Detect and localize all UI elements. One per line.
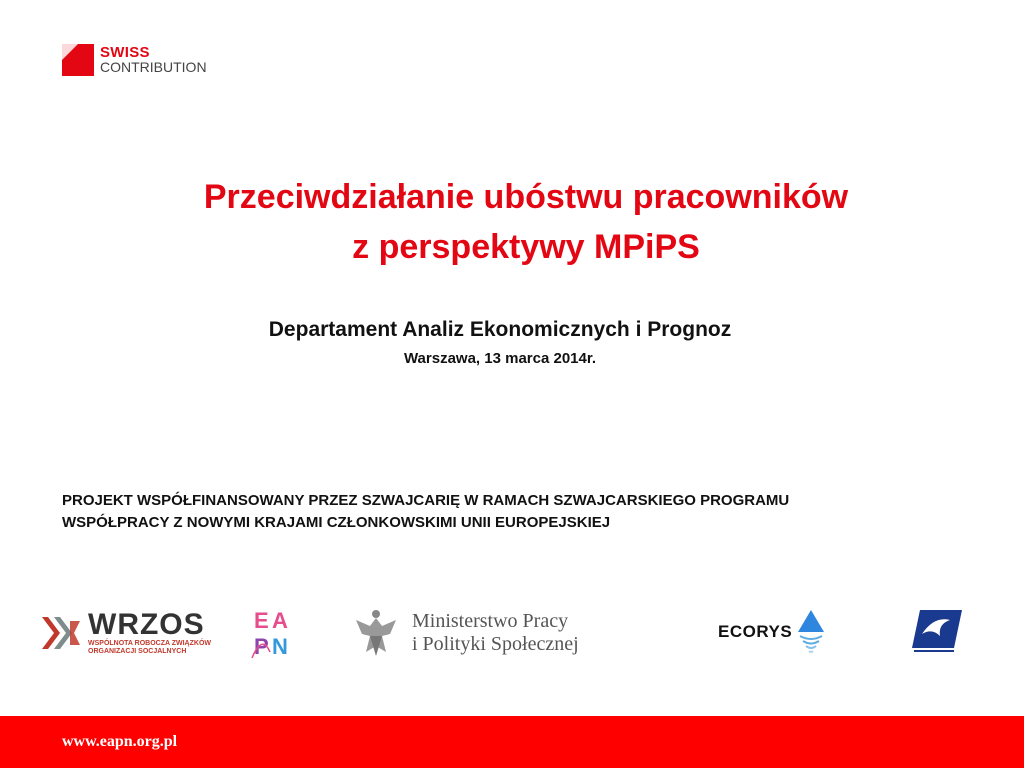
swiss-logo-line1: SWISS [100, 44, 150, 61]
bird-logo-icon [910, 606, 966, 656]
footer-bar [0, 716, 1024, 768]
partner-logos [0, 600, 1024, 670]
wrzos-sub1: WSPÓLNOTA ROBOCZA ZWIĄZKÓW [88, 640, 211, 647]
eagle-emblem-icon [352, 606, 400, 660]
svg-text:A: A [272, 608, 288, 633]
wrzos-sub2: ORGANIZACJI SOCJALNYCH [88, 648, 187, 655]
wrzos-name: WRZOS [88, 608, 205, 641]
ministry-line1: Ministerstwo Pracy [412, 610, 569, 632]
department-name: Departament Analiz Ekonomicznych i Prognoz [268, 318, 732, 341]
svg-text:P: P [254, 634, 269, 659]
title-line1: Przeciwdziałanie ubóstwu pracowników [203, 178, 849, 216]
project-statement [62, 490, 789, 534]
swiss-contribution-logo [62, 44, 207, 76]
svg-text:N: N [272, 634, 288, 659]
eapn-logo-icon [248, 604, 296, 660]
slide-title [0, 172, 1024, 272]
project-line1: PROJEKT WSPÓŁFINANSOWANY PRZEZ SZWAJCARIĘ W RAMACH SZWAJCARSKIEGO PROGRAMU [62, 492, 790, 509]
ecorys-triangle-icon [796, 608, 826, 656]
footer-url[interactable]: www.eapn.org.pl [62, 733, 178, 750]
presentation-date: Warszawa, 13 marca 2014r. [403, 350, 597, 367]
swiss-logo-line2: CONTRIBUTION [100, 59, 207, 75]
ecorys-name: ECORYS [718, 622, 793, 641]
wrzos-logo [40, 610, 211, 656]
ministry-line2: i Polityki Społecznej [412, 633, 579, 655]
project-line2: WSPÓŁPRACY Z NOWYMI KRAJAMI CZŁONKOWSKIMI UNII EUROPEJSKIEJ [62, 514, 611, 531]
ecorys-logo [718, 608, 826, 656]
wrzos-logo-icon [40, 611, 84, 655]
ministry-logo [352, 606, 579, 660]
title-line2: z perspektywy MPiPS [352, 228, 700, 266]
svg-text:E: E [254, 608, 269, 633]
swiss-logo-icon [62, 44, 94, 76]
